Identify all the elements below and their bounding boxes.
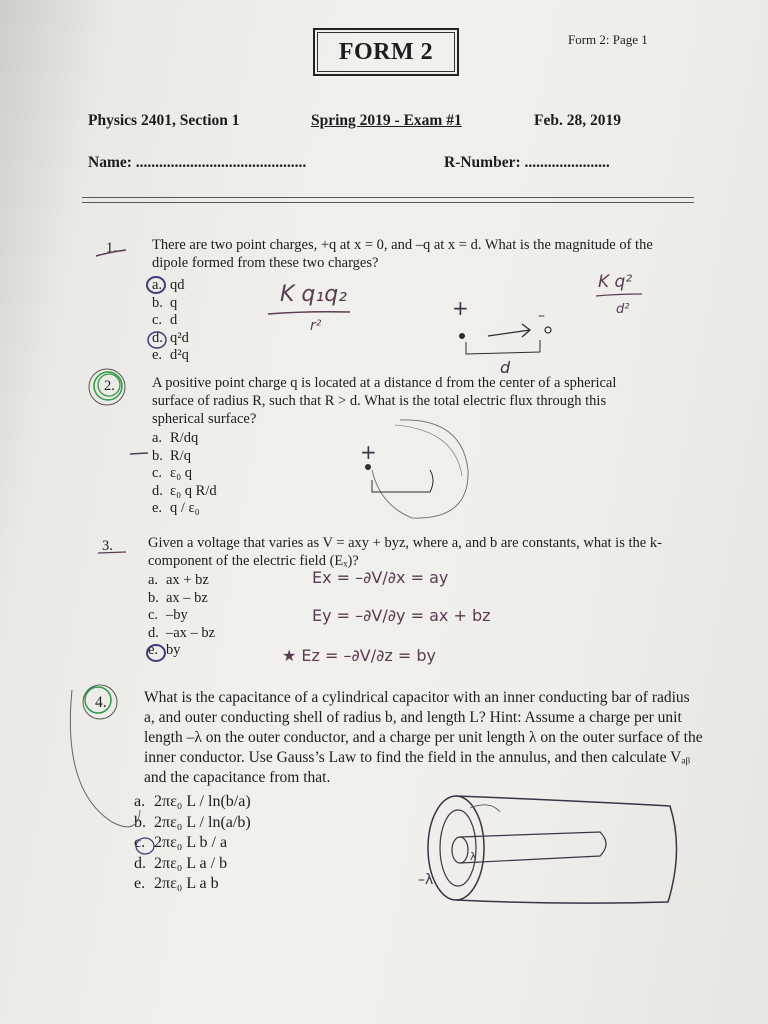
hw-arrow bbox=[488, 324, 530, 337]
hw-answer-dash bbox=[130, 453, 148, 454]
hw-underline-3 bbox=[98, 552, 126, 553]
answer-circle-q4-c bbox=[136, 838, 154, 854]
hw-sphere-sketch bbox=[372, 420, 468, 518]
answer-circle-q3-e bbox=[147, 645, 165, 661]
hw-coulomb-numerator: K q₁q₂ bbox=[280, 282, 347, 307]
hw-ex-derivation: Ex = –∂V/∂x = ay bbox=[312, 568, 449, 587]
hw-green-circle bbox=[85, 687, 111, 713]
hw-right-numerator: K q² bbox=[598, 272, 633, 292]
option-row: b. R/q bbox=[152, 447, 191, 464]
hw-inner-lambda: λ bbox=[470, 850, 477, 863]
option-row: b. q bbox=[152, 294, 178, 311]
hw-pencil-circle bbox=[83, 685, 117, 719]
name-field: Name: ............................................ bbox=[88, 154, 307, 171]
option-row: c. –by bbox=[148, 607, 188, 623]
rnumber-field: R-Number: ...................... bbox=[444, 154, 610, 171]
page-label: Form 2: Page 1 bbox=[568, 32, 648, 47]
option-row: b. ax – bz bbox=[148, 589, 208, 606]
hw-fraction-line bbox=[268, 312, 350, 314]
question-2-text: A positive point charge q is located at a distance d from the center of a spherical surface of radius R, such that R > d. What is the total electric flux through this spherical surface? bbox=[152, 375, 617, 427]
hw-cylinder-shell bbox=[440, 810, 476, 886]
option-row: d. ε₀ q R/d bbox=[152, 482, 217, 499]
question-2-number: 2. bbox=[104, 378, 115, 394]
hw-inner-bar-body bbox=[460, 832, 606, 863]
hw-ez-derivation: ★ Ez = –∂V/∂z = by bbox=[282, 646, 436, 665]
option-row: a. qd bbox=[152, 277, 185, 293]
exam-title: Spring 2019 - Exam #1 bbox=[311, 112, 462, 129]
hw-q2-charge-dot bbox=[365, 464, 371, 470]
hw-minus-lambda: –λ bbox=[418, 872, 434, 888]
option-row: e. 2πε₀ L a b bbox=[134, 875, 219, 892]
hw-q2-sketch bbox=[372, 470, 433, 492]
hw-cylinder-inner-bar bbox=[452, 837, 468, 863]
answer-circle-q1-a bbox=[147, 277, 165, 293]
option-row: a. R/dq bbox=[152, 430, 199, 446]
hw-q2-plus: + bbox=[360, 440, 377, 464]
hw-cylinder-body bbox=[456, 796, 677, 903]
option-row: c. ε₀ q bbox=[152, 465, 193, 481]
question-1-text: There are two point charges, +q at x = 0, and –q at x = d. What is the magnitude of the dipole formed from these two charges? bbox=[152, 237, 653, 271]
question-3-text: Given a voltage that varies as V = axy + byz, where a, and b are constants, what is the k-component of the electric field (Eₓ)? bbox=[148, 535, 662, 569]
option-row: c. 2πε₀ L b / a bbox=[134, 834, 228, 851]
option-row: a. 2πε₀ L / ln(b/a) bbox=[134, 793, 251, 810]
hw-green-circle bbox=[98, 374, 120, 396]
option-row: d. q²d bbox=[152, 329, 189, 346]
hw-charge-dot-plus bbox=[459, 333, 465, 339]
hw-coulomb-denominator: r² bbox=[310, 318, 322, 334]
hw-ey-derivation: Ey = –∂V/∂y = ax + bz bbox=[312, 606, 491, 625]
course-title: Physics 2401, Section 1 bbox=[88, 112, 240, 129]
hw-distance-bracket bbox=[466, 340, 540, 354]
exam-date: Feb. 28, 2019 bbox=[534, 112, 621, 129]
option-row: c. d bbox=[152, 312, 178, 328]
question-3-number: 3. bbox=[102, 538, 113, 554]
hw-sphere-sketch bbox=[395, 425, 462, 476]
option-row: d. 2πε₀ L a / b bbox=[134, 854, 228, 872]
form-title: FORM 2 bbox=[338, 38, 434, 65]
question-1-number: 1. bbox=[106, 240, 117, 256]
hw-underline-1 bbox=[96, 250, 126, 256]
option-row: e. d²q bbox=[152, 347, 189, 363]
hw-charge-dot-minus bbox=[545, 327, 551, 333]
hw-plus-charge: + bbox=[452, 296, 469, 320]
option-row: b. 2πε₀ L / ln(a/b) bbox=[134, 813, 251, 831]
option-row: e. q / ε₀ bbox=[152, 500, 200, 516]
option-row: a. ax + bz bbox=[148, 572, 209, 588]
hw-distance-d: d bbox=[500, 358, 511, 377]
hw-right-denominator: d² bbox=[616, 302, 630, 317]
option-row: d. –ax – bz bbox=[148, 624, 216, 641]
option-row: e. by bbox=[148, 642, 181, 658]
question-4-number: 4. bbox=[95, 694, 107, 711]
answer-circle-q1-d bbox=[148, 332, 166, 348]
hw-fraction-line-right bbox=[596, 294, 642, 296]
question-4-text: What is the capacitance of a cylindrical capacitor with an inner conducting bar of radius a, and outer conducting shell of radius b, and length L? Hint: Assume a charge per unit length –λ on the outer conductor, and a charge per unit length λ on the outer surface of the inner conductor. Use Gauss’s Law to find the field in the annulus, and then calculate Vₐᵦ and the capacitance from that. bbox=[144, 689, 703, 786]
hw-minus-charge: – bbox=[538, 308, 545, 324]
